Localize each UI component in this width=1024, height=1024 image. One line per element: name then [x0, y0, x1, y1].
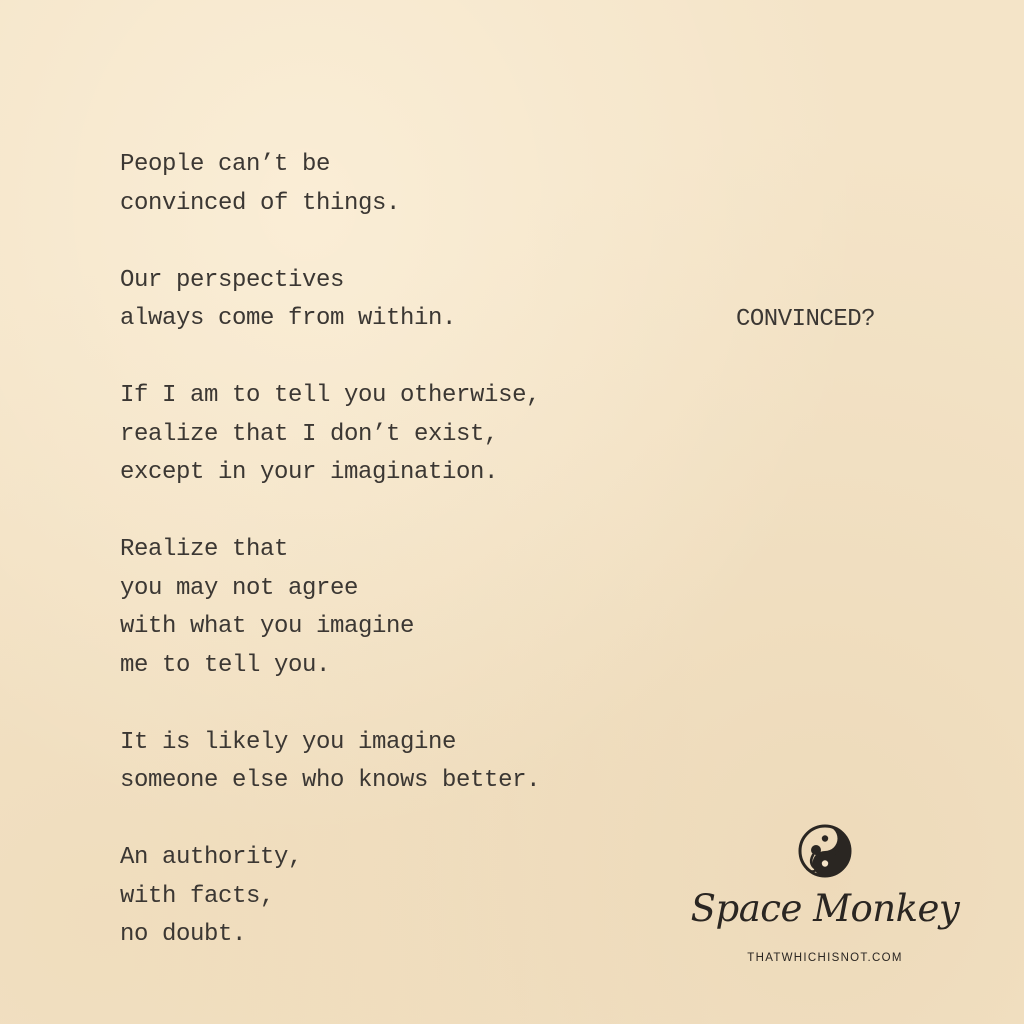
poem-line: realize that I don’t exist,	[120, 420, 499, 448]
poem-line: except in your imagination.	[120, 459, 499, 486]
stanza	[120, 377, 680, 493]
poem-line: someone else who knows better.	[120, 767, 541, 794]
brand-block	[690, 818, 960, 968]
stanza	[120, 531, 680, 685]
poem-line: me to tell you.	[120, 651, 331, 679]
poem-line: Realize that	[120, 536, 289, 563]
poem	[120, 146, 680, 955]
poem-line: with what you imagine	[120, 613, 415, 640]
stanza	[120, 724, 680, 801]
brand-name: Space Monkey	[690, 887, 960, 930]
poem-line: no doubt.	[120, 921, 247, 948]
poem-title: CONVINCED?	[736, 306, 876, 333]
poem-line: always come from within.	[120, 305, 457, 332]
space-monkey-logo-icon	[796, 822, 854, 880]
poem-line: convinced of things.	[120, 189, 401, 217]
stanza	[120, 146, 680, 223]
poem-line: with facts,	[120, 882, 275, 910]
brand-url: THATWHICHISNOT.COM	[747, 952, 903, 964]
poem-line: It is likely you imagine	[120, 728, 457, 756]
stanza	[120, 839, 680, 955]
stanza	[120, 262, 680, 339]
poem-line: People can’t be	[120, 151, 331, 178]
poem-line: An authority,	[120, 844, 303, 871]
poem-line: you may not agree	[120, 574, 359, 602]
poem-line: If I am to tell you otherwise,	[120, 382, 541, 409]
poem-line: Our perspectives	[120, 266, 345, 294]
